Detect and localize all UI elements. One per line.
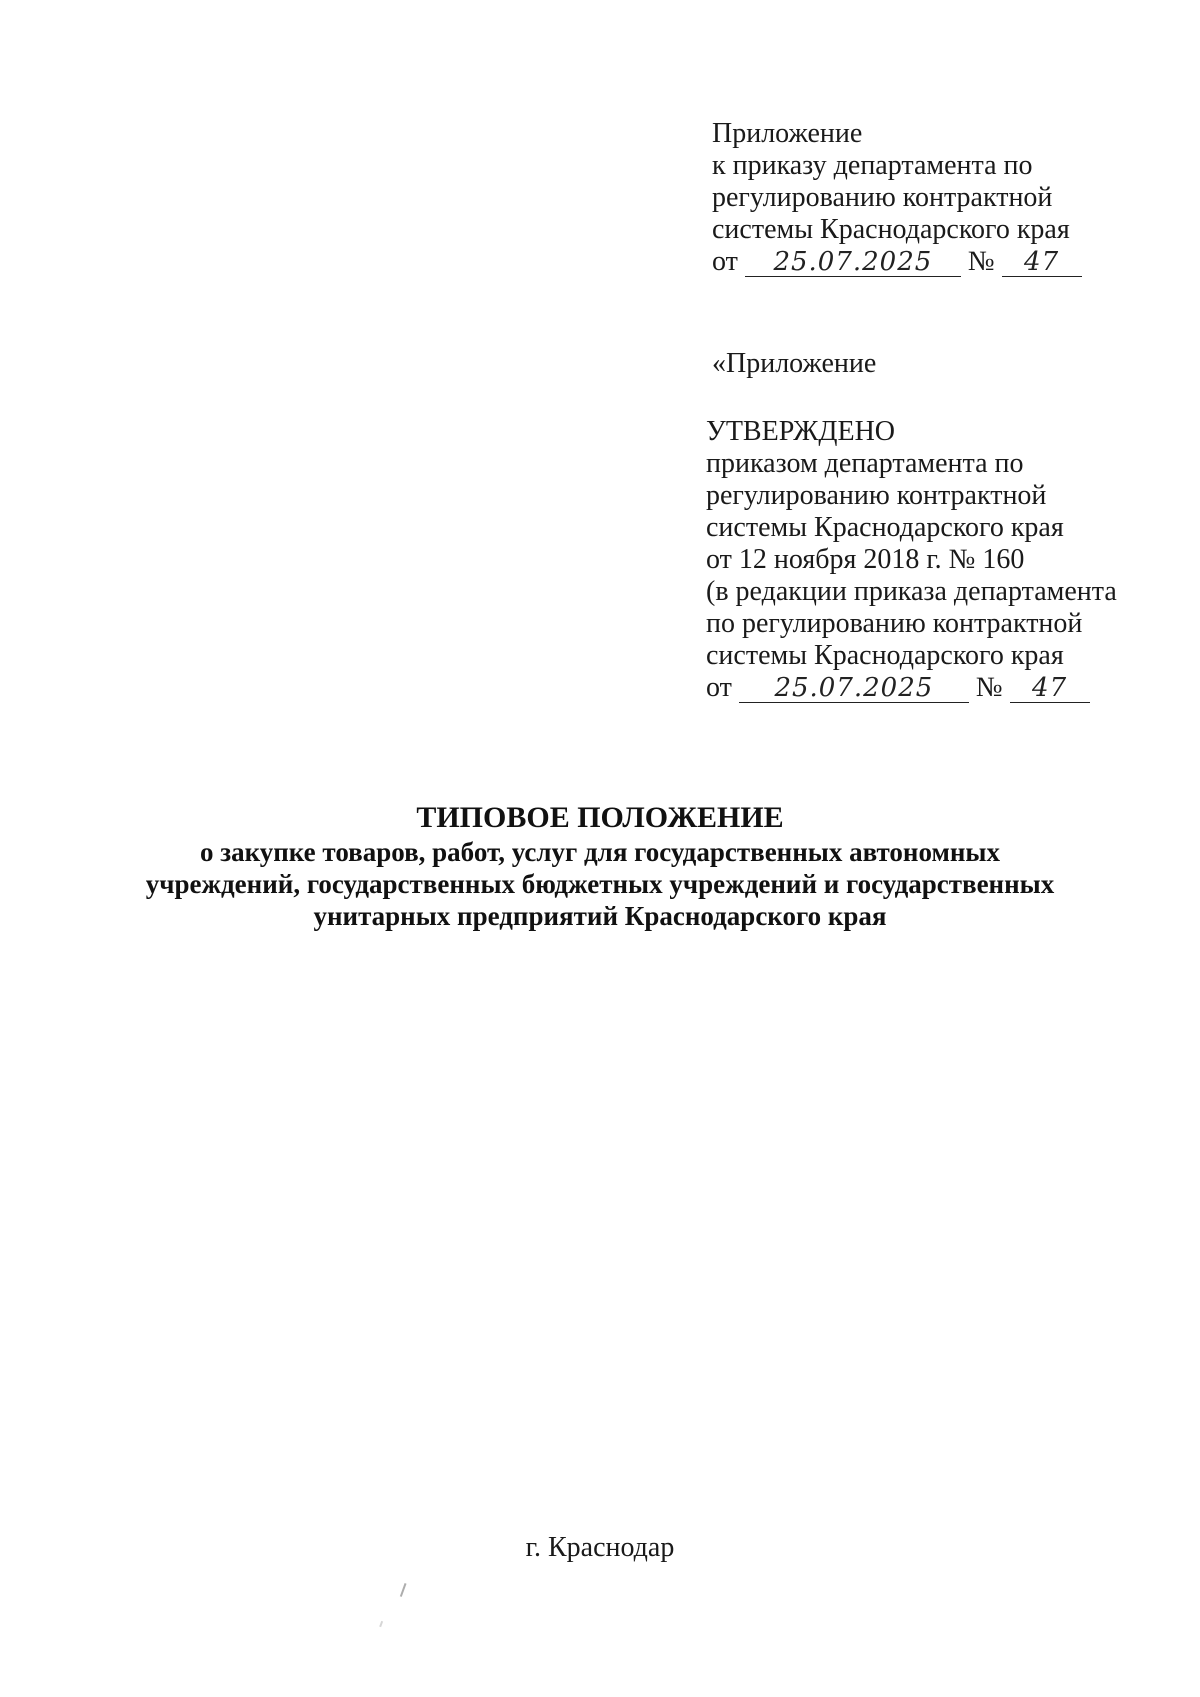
approved-block: [706, 416, 1117, 704]
appendix-header: [712, 118, 1082, 278]
approved-line: регулированию контрактной: [706, 480, 1047, 511]
title-line: учреждений, государственных бюджетных учреждений и государственных: [145, 869, 1055, 899]
number-prefix: №: [967, 246, 995, 277]
scan-speck: [379, 1621, 389, 1629]
appendix-line: системы Краснодарского края: [712, 214, 1070, 245]
handwritten-number: 47: [1002, 248, 1082, 277]
title-main: ТИПОВОЕ ПОЛОЖЕНИЕ: [416, 801, 784, 834]
date-prefix: от: [706, 672, 732, 703]
approved-line: системы Краснодарского края: [706, 640, 1064, 671]
document-title: [0, 800, 1200, 932]
appendix-date-line: [712, 246, 1082, 278]
approved-line: от 12 ноября 2018 г. № 160: [706, 544, 1025, 575]
approved-heading: УТВЕРЖДЕНО: [706, 416, 896, 447]
approved-line: системы Краснодарского края: [706, 512, 1064, 543]
city-footer: г. Краснодар: [525, 1532, 675, 1563]
approved-line: (в редакции приказа департамента: [706, 576, 1117, 607]
quote-label: «Приложение: [712, 348, 877, 379]
handwritten-number: 47: [1010, 674, 1090, 703]
scan-speck: [400, 1583, 412, 1599]
number-prefix: №: [975, 672, 1003, 703]
appendix-line: регулированию контрактной: [712, 182, 1053, 213]
date-prefix: от: [712, 246, 738, 277]
handwritten-date: 25.07.2025: [745, 248, 961, 277]
handwritten-date: 25.07.2025: [739, 674, 969, 703]
appendix-title: Приложение: [712, 118, 863, 149]
approved-date-line: [706, 672, 1117, 704]
approved-line: приказом департамента по: [706, 448, 1024, 479]
quoted-appendix-label: [712, 348, 876, 380]
appendix-line: к приказу департамента по: [712, 150, 1033, 181]
title-line: унитарных предприятий Краснодарского края: [313, 901, 887, 931]
title-line: о закупке товаров, работ, услуг для государственных автономных: [199, 837, 1001, 867]
approved-line: по регулированию контрактной: [706, 608, 1083, 639]
